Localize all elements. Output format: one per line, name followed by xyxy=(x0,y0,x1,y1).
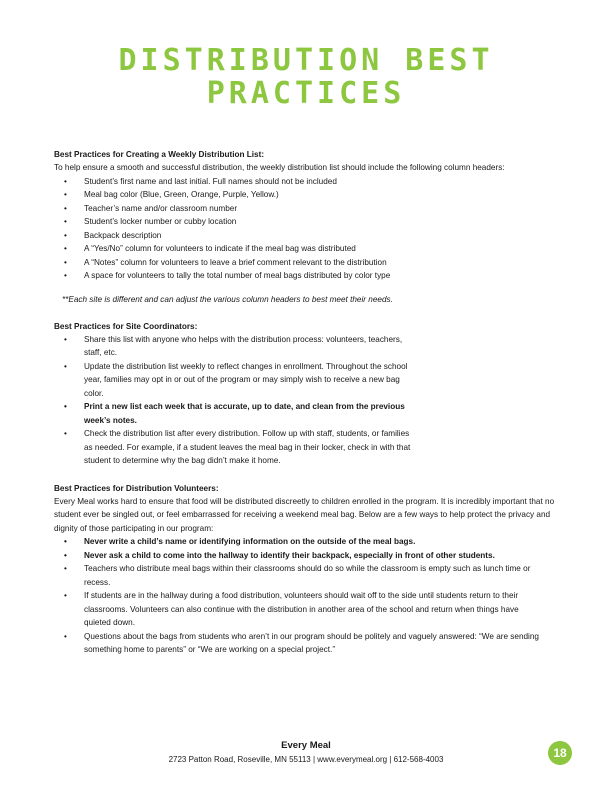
list-item xyxy=(54,333,414,360)
bullet-icon: • xyxy=(64,429,67,438)
list-item-text: Share this list with anyone who helps with the distribution process: volunteers, teachers, staff, etc. xyxy=(84,334,403,357)
list-item xyxy=(54,589,544,630)
column-header-list xyxy=(54,175,560,283)
bullet-icon: • xyxy=(64,361,67,371)
bullet-icon: • xyxy=(64,402,67,411)
bullet-icon: • xyxy=(64,631,67,641)
list-item-text: Meal bag color (Blue, Green, Orange, Purple, Yellow.) xyxy=(84,190,279,199)
bullet-icon: • xyxy=(64,564,67,573)
list-item-text: Never write a child’s name or identifying information on the outside of the meal bags. xyxy=(84,537,416,546)
list-item xyxy=(54,269,560,283)
list-item-text: Print a new list each week that is accurate, up to date, and clean from the previous week’s notes. xyxy=(84,402,405,425)
list-item-text: Student’s locker number or cubby location xyxy=(84,217,237,226)
list-item xyxy=(54,229,560,243)
section-intro: Every Meal works hard to ensure that food will be distributed discreetly to children enrolled in the program. It is incredibly important that no student ever be singled out, or feel embarrassed for receiving a weekend meal bag. Below are a few ways to help protect the privacy and dignity of those participating in our program: xyxy=(54,496,555,533)
bullet-icon: • xyxy=(64,217,67,226)
list-item xyxy=(54,188,560,202)
section-heading: Best Practices for Distribution Volunteers: xyxy=(54,483,219,493)
list-item xyxy=(54,242,560,256)
list-item xyxy=(54,630,544,657)
bullet-icon: • xyxy=(64,244,67,253)
bullet-icon: • xyxy=(64,230,67,240)
list-item xyxy=(54,175,560,189)
list-item xyxy=(54,427,414,468)
list-item-text: A “Yes/No” column for volunteers to indicate if the meal bag was distributed xyxy=(84,244,356,253)
bullet-icon: • xyxy=(64,203,67,213)
list-item-text: A “Notes” column for volunteers to leave a brief comment relevant to the distribution xyxy=(84,257,387,267)
bullet-icon: • xyxy=(64,190,67,199)
list-item-text: Backpack description xyxy=(84,230,162,240)
list-item xyxy=(54,562,544,589)
list-item xyxy=(54,256,560,270)
bullet-icon: • xyxy=(64,271,67,280)
section-heading: Best Practices for Creating a Weekly Distribution List: xyxy=(54,150,265,159)
page-title xyxy=(0,44,612,110)
list-item xyxy=(54,400,414,427)
bullet-icon: • xyxy=(64,257,67,267)
list-item xyxy=(54,202,560,216)
bullet-icon: • xyxy=(64,537,67,546)
list-item xyxy=(54,535,544,549)
page-number-badge: 18 xyxy=(548,741,572,765)
list-item-text: Update the distribution list weekly to reflect changes in enrollment. Throughout the school year, families may opt in or out of the program or may simply wish to receive a new bag color. xyxy=(84,361,408,398)
footer-contact: 2723 Patton Road, Roseville, MN 55113 | www.everymeal.org | 612-568-4003 xyxy=(168,755,444,764)
volunteer-list xyxy=(54,535,544,657)
bullet-icon: • xyxy=(64,334,67,344)
footer-org-name: Every Meal xyxy=(281,740,331,751)
list-item xyxy=(54,360,414,401)
section-note: **Each site is different and can adjust the various column headers to best meet their needs. xyxy=(62,294,393,304)
bullet-icon: • xyxy=(64,176,67,186)
list-item-text: If students are in the hallway during a food distribution, volunteers should wait off to the side until students return to their classrooms. Volunteers can also continue with the distribution in another area of the school and return when things have quieted down. xyxy=(84,591,519,627)
bullet-icon: • xyxy=(64,591,67,600)
bullet-icon: • xyxy=(64,550,67,560)
page-title-line-1: DISTRIBUTION BEST xyxy=(118,43,494,78)
coordinator-list xyxy=(54,333,414,468)
list-item-text: Questions about the bags from students who aren’t in our program should be politely and vaguely answered: “We are sending something home to parents” or “We are working on a special project.” xyxy=(84,631,539,654)
list-item-text: Check the distribution list after every distribution. Follow up with staff, students, or families as needed. For example, if a student leaves the meal bag in their locker, check in with that student to determine why the bag didn’t make it home. xyxy=(84,429,411,465)
list-item xyxy=(54,549,544,563)
list-item-text: A space for volunteers to tally the total number of meal bags distributed by color type xyxy=(84,271,391,280)
section-intro: To help ensure a smooth and successful distribution, the weekly distribution list should include the following column headers: xyxy=(54,163,505,172)
main-content xyxy=(54,148,560,657)
list-item xyxy=(54,215,560,229)
list-item-text: Teacher’s name and/or classroom number xyxy=(84,203,238,213)
list-item-text: Student’s first name and last initial. Full names should not be included xyxy=(84,176,337,186)
section-heading: Best Practices for Site Coordinators: xyxy=(54,321,198,331)
list-item-text: Teachers who distribute meal bags within their classrooms should do so while the classroom is empty such as lunch time or recess. xyxy=(84,564,531,587)
list-item-text: Never ask a child to come into the hallway to identify their backpack, especially in front of other students. xyxy=(84,550,495,560)
page-title-line-2: PRACTICES xyxy=(206,76,406,111)
